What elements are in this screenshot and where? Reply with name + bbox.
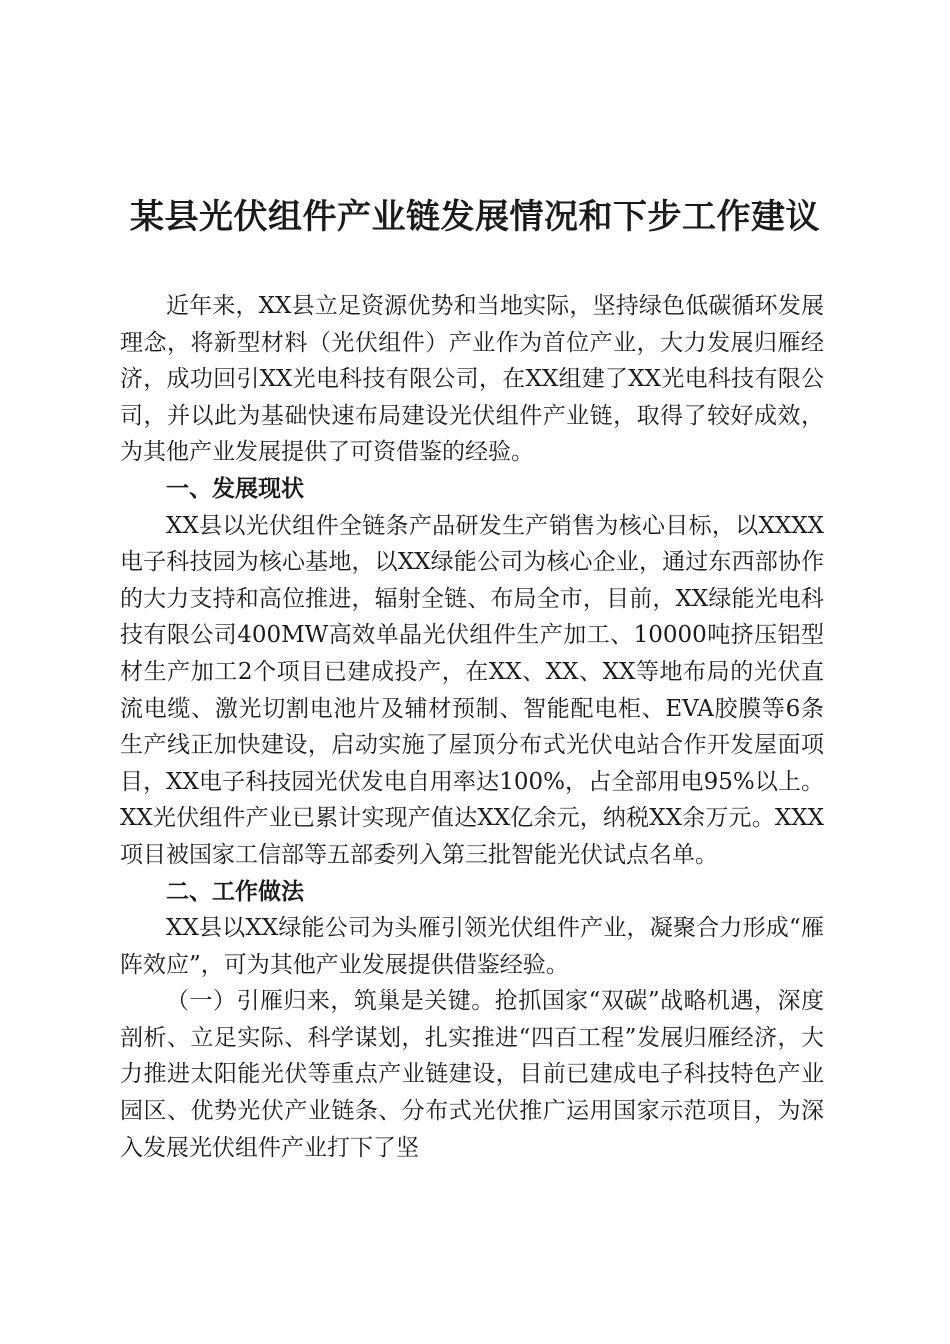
current-status-paragraph: XX县以光伏组件全链条产品研发生产销售为核心目标，以XXXX电子科技园为核心基地，以XX绿能公司为核心企业，通过东西部协作的大力支持和高位推进，辐射全链、布局全市，目前，XX绿能光电科技有限公司400MW高效单晶光伏组件生产加工、10000吨挤压铝型材生产加工2个项目已建成投产，在XX、XX、XX等地布局的光伏直流电缆、激光切割电池片及辅材预制、智能配电柜、EVA胶膜等6条生产线正加快建设，启动实施了屋顶分布式光伏电站合作开发屋面项目，XX电子科技园光伏发电自用率达100%，占全部用电95%以上。XX光伏组件产业已累计实现产值达XX亿余元，纳税XX余万元。XXX项目被国家工信部等五部委列入第三批智能光伏试点名单。 [120, 512, 824, 868]
work-practices-intro-paragraph: XX县以XX绿能公司为头雁引领光伏组件产业，凝聚合力形成“雁阵效应”，可为其他产业发展提供借鉴经验。 [120, 915, 824, 978]
section-heading-work-practices: 二、工作做法 [166, 878, 304, 905]
section-heading-current-status: 一、发展现状 [166, 475, 304, 502]
document-body [120, 288, 824, 1166]
document-title: 某县光伏组件产业链发展情况和下步工作建议 [130, 197, 820, 237]
intro-paragraph: 近年来，XX县立足资源优势和当地实际，坚持绿色低碳循环发展理念，将新型材料（光伏组件）产业作为首位产业，大力发展归雁经济，成功回引XX光电科技有限公司，在XX组建了XX光电科技有限公司，并以此为基础快速布局建设光伏组件产业链，取得了较好成效，为其他产业发展提供了可资借鉴的经验。 [120, 293, 824, 466]
work-practices-item-1-paragraph: （一）引雁归来，筑巢是关键。抢抓国家“双碳”战略机遇，深度剖析、立足实际、科学谋划，扎实推进“四百工程”发展归雁经济，大力推进太阳能光伏等重点产业链建设，目前已建成电子科技特色产业园区、优势光伏产业链条、分布式光伏推广运用国家示范项目，为深入发展光伏组件产业打下了坚 [120, 988, 824, 1161]
